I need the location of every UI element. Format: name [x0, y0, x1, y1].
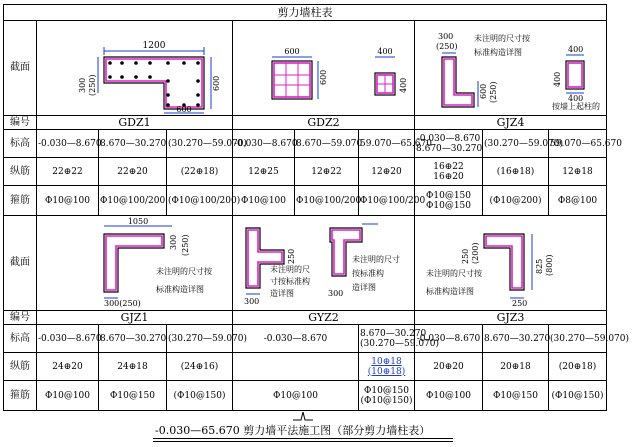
gjz4-elev-2: (30.270—59.070)	[483, 130, 549, 158]
gjz3-dim-right2: (800)	[545, 254, 554, 276]
gjz4-name: GJZ4	[415, 116, 607, 130]
gyz2-stir-2	[359, 381, 415, 411]
gjz3-stir-2: Φ10@150	[483, 381, 549, 411]
gdz1-stir-3: (Φ10@100/200)	[167, 186, 233, 216]
gyz2-bar-1: 10⊕18	[371, 356, 402, 367]
gjz4-note2-line1: 按墙上起柱的	[552, 102, 600, 111]
gjz3-bar-3: (20⊕18)	[549, 353, 607, 381]
gdz1-dim-left1: 300	[78, 77, 87, 93]
gjz1-section-svg	[38, 216, 234, 310]
gjz1-elev-3: (30.270—59.070)	[167, 325, 233, 353]
gjz4-elev-1b: 8.670—30.270	[416, 143, 483, 154]
gdz1-bar-1: 22⊕22	[37, 158, 99, 186]
gdz1-bar-3: (22⊕18)	[167, 158, 233, 186]
section-drawing-gjz3	[415, 216, 607, 311]
gjz4-elev-1a: -0.030—8.670	[416, 133, 481, 144]
section-drawing-gdz2	[233, 21, 415, 116]
gjz4-note-line2: 标准构造详图	[474, 48, 522, 57]
gyz2-note-a-line3: 造详图	[270, 289, 294, 298]
gdz2-bar-1: 12⊕25	[233, 158, 295, 186]
gjz4-bar-1	[415, 158, 483, 186]
gyz2-bar-2: (10⊕18)	[367, 366, 406, 377]
gyz2-note-a-line1: 未注明的尺	[270, 265, 310, 274]
gjz1-dim-right1: 300	[169, 234, 178, 250]
gjz3-dim-top1: 250	[461, 248, 470, 264]
gjz1-bar-2: 24⊕18	[99, 353, 167, 381]
gdz1-dim-left2: (250)	[88, 74, 97, 96]
gjz1-dim-right2: (250)	[181, 234, 190, 256]
row-label-long-bar: 纵筋	[4, 158, 37, 186]
gjz4-elev-1	[415, 130, 483, 158]
gjz3-elev-2: 8.670—30.270	[483, 325, 549, 353]
gjz4-bar-3: 12⊕18	[549, 158, 607, 186]
row-label-stirrup: 箍筋	[4, 186, 37, 216]
break-mark-icon	[293, 410, 313, 422]
gjz4-elev-3: 59.070—65.670	[549, 130, 607, 158]
gjz3-stir-1: Φ10@100	[415, 381, 483, 411]
row-label-section-2: 截面	[4, 216, 37, 311]
gjz3-note-line2: 标准构造详图	[426, 287, 474, 296]
gjz4-dim-col-side: 400	[553, 71, 562, 87]
gyz2-stir-2b: (Φ10@150)	[360, 395, 413, 406]
gjz4-bar-1a: 16⊕22	[433, 161, 464, 172]
gyz2-stir-1: Φ10@100	[233, 381, 359, 411]
gyz2-note-b-line2: 按标准构	[352, 269, 384, 278]
row-label-stirrup-2: 箍筋	[4, 381, 37, 411]
gdz2-dim-side: 600	[319, 69, 328, 85]
gjz4-dim-right1: 600	[479, 83, 488, 99]
gdz1-dim-right: 600	[212, 75, 221, 91]
gjz1-elev-2: 8.670—30.270	[99, 325, 167, 353]
gjz1-note-line2: 标准构造详图	[156, 285, 204, 294]
row-label-section: 截面	[4, 21, 37, 116]
row-label-long-bar-2: 纵筋	[4, 353, 37, 381]
gjz4-section-svg	[416, 21, 608, 115]
gyz2-note-a-line2: 寸按标准构	[270, 277, 310, 286]
gyz2-note-b-line1: 未注明的尺寸	[352, 255, 400, 264]
drawing-caption: -0.030—65.670 剪力墙平法施工图（部分剪力墙柱表）	[155, 424, 431, 437]
caption-underline	[153, 438, 453, 439]
gjz4-dim-right2: (250)	[489, 81, 498, 103]
gdz1-elev-2: 8.670—30.270	[99, 130, 167, 158]
section-drawing-gyz2	[233, 216, 415, 311]
gyz2-dim-300b: 300	[328, 289, 344, 298]
section-drawing-gdz1	[37, 21, 233, 116]
gjz3-elev-1: -0.030—8.670	[415, 325, 483, 353]
row-label-number: 编号	[4, 116, 37, 130]
gyz2-note-b-line3: 造详图	[352, 283, 376, 292]
gdz1-section-svg	[38, 21, 234, 115]
gyz2-elev-2a: 8.670—30.270	[360, 328, 427, 339]
gjz1-dim-bottom: 300(250)	[104, 299, 141, 308]
gjz1-dim-top: 1050	[127, 217, 149, 226]
section-drawing-gjz4	[415, 21, 607, 116]
gjz3-note-line1: 未注明的尺寸按	[426, 269, 482, 278]
gyz2-bar	[359, 353, 415, 381]
gdz2-name: GDZ2	[233, 116, 415, 130]
gyz2-dim-300a: 300	[244, 297, 260, 306]
gjz4-dim-col-top: 400	[568, 45, 584, 54]
gdz2-stir-2: Φ10@100/200	[295, 186, 359, 216]
gyz2-elev-2b: (30.270—59.070)	[360, 338, 440, 349]
gjz4-stir-3: Φ8@100	[549, 186, 607, 216]
gjz3-dim-bottom: 250	[512, 299, 528, 308]
gdz2-stir-1: Φ10@100	[233, 186, 295, 216]
gdz1-dim-top: 1200	[142, 41, 166, 51]
gjz1-stir-1: Φ10@100	[37, 381, 99, 411]
gjz4-note-line1: 未注明的尺寸按	[474, 34, 530, 43]
gjz4-bar-1b: 16⊕20	[433, 171, 464, 182]
gjz1-name: GJZ1	[37, 311, 233, 325]
gyz2-elev-2	[359, 325, 440, 353]
gdz2-elev-2: 8.670—59.070	[295, 130, 359, 158]
gjz3-dim-right1: 825	[535, 258, 544, 274]
section-drawing-gjz1	[37, 216, 233, 311]
gdz2-dim-small-side: 400	[399, 77, 408, 93]
gyz2-dim-250: 250	[287, 248, 296, 264]
gjz1-bar-3: (24⊕16)	[167, 353, 233, 381]
gyz2-section-svg	[234, 216, 416, 310]
gjz4-dim-col-bottom: 400	[568, 94, 584, 103]
gjz4-stir-2: (Φ10@200)	[483, 186, 549, 216]
caption-underline-2	[153, 441, 453, 442]
gdz2-dim-small: 400	[377, 47, 393, 56]
gdz2-elev-1: -0.030—8.670	[233, 130, 295, 158]
gjz4-stir-1a: Φ10@150	[425, 190, 471, 201]
gjz4-stir-1b: Φ10@150	[425, 200, 471, 211]
gjz3-name: GJZ3	[415, 311, 607, 325]
gdz1-dim-bottom: 600	[176, 105, 192, 114]
schedule-title: 剪力墙柱表	[4, 5, 607, 21]
gjz3-dim-top2: (200)	[471, 242, 480, 264]
gdz2-stir-3: Φ10@100/200	[359, 186, 415, 216]
gjz3-stir-3: (Φ10@150)	[549, 381, 607, 411]
gdz1-stir-2: Φ10@100/200	[99, 186, 167, 216]
gjz3-bar-2: 20⊕18	[483, 353, 549, 381]
wall-column-schedule-sheet	[3, 0, 630, 447]
gyz2-elev-1: -0.030—8.670	[233, 325, 359, 353]
row-label-elevation: 标高	[4, 130, 37, 158]
gdz1-elev-1: -0.030—8.670	[37, 130, 99, 158]
gdz1-name: GDZ1	[37, 116, 233, 130]
gdz2-bar-2: 12⊕22	[295, 158, 359, 186]
gjz1-note-line1: 未注明的尺寸按	[156, 267, 212, 276]
gdz2-bar-3: 12⊕20	[359, 158, 415, 186]
gjz1-stir-3: (Φ10@150)	[167, 381, 233, 411]
gjz1-stir-2: Φ10@150	[99, 381, 167, 411]
gjz3-elev-3: (30.270—59.070)	[549, 325, 607, 353]
gdz1-elev-3: (30.270—59.070)	[167, 130, 233, 158]
gjz4-dim-top2: (250)	[436, 42, 458, 51]
gjz3-bar-1: 20⊕20	[415, 353, 483, 381]
gjz4-dim-top1: 300	[438, 32, 454, 41]
gjz1-elev-1: -0.030—8.670	[37, 325, 99, 353]
gjz1-bar-1: 24⊕20	[37, 353, 99, 381]
gjz4-bar-2: (16⊕18)	[483, 158, 549, 186]
gyz2-bar-empty	[233, 353, 359, 381]
gdz2-section-svg	[234, 21, 416, 115]
gdz1-stir-1: Φ10@100	[37, 186, 99, 216]
gdz1-bar-2: 22⊕20	[99, 158, 167, 186]
gdz2-elev-3: 59.070—65.670	[359, 130, 415, 158]
gjz3-section-svg	[416, 216, 608, 310]
row-label-elevation-2: 标高	[4, 325, 37, 353]
gdz2-dim-big: 600	[284, 47, 300, 56]
gyz2-name: GYZ2	[233, 311, 415, 325]
gyz2-stir-2a: Φ10@150	[363, 385, 409, 396]
row-label-number-2: 编号	[4, 311, 37, 325]
wall-column-table	[3, 4, 630, 411]
